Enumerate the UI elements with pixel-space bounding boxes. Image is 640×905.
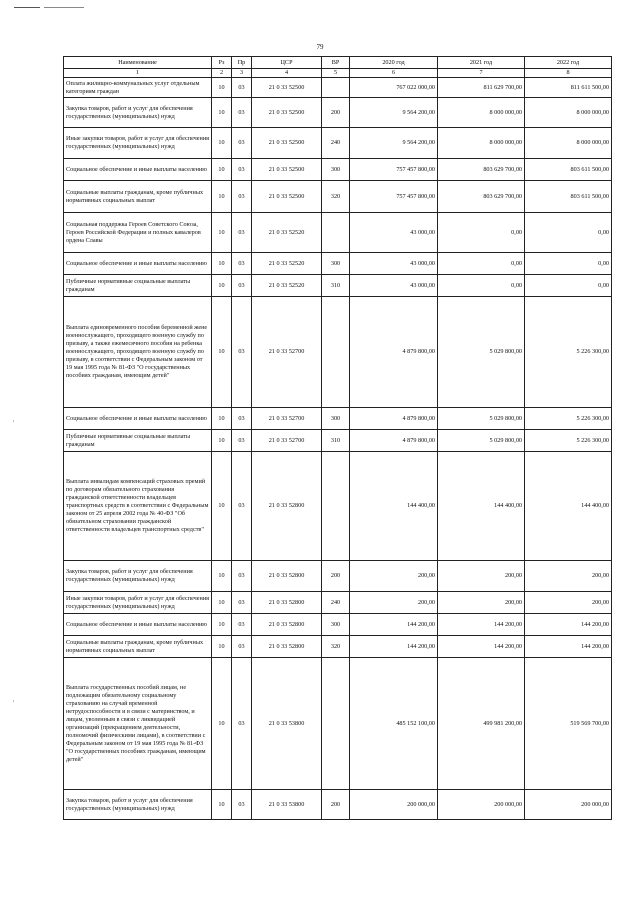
row-rz: 10 — [212, 98, 232, 128]
row-name: Социальное обеспечение и иные выплаты населению — [64, 614, 212, 636]
scan-mark — [44, 7, 84, 8]
row-csr: 21 0 33 53800 — [252, 658, 322, 790]
table-row — [64, 78, 612, 98]
row-amount-2022: 8 000 000,00 — [525, 98, 612, 128]
row-amount-2020: 144 200,00 — [350, 614, 438, 636]
col-header-name: Наименование — [64, 57, 212, 69]
table-row — [64, 297, 612, 408]
row-amount-2022: 144 400,00 — [525, 452, 612, 561]
row-vr — [322, 78, 350, 98]
row-csr: 21 0 33 52520 — [252, 275, 322, 297]
row-name: Иные закупки товаров, работ и услуг для обеспечения государственных (муниципальных) нужд — [64, 592, 212, 614]
row-name: Выплата единовременного пособия беременной жене военнослужащего, проходящего военную службу по призыву, а также ежемесячного пособия на ребенка военнослужащего, проходящего военную службу по призыву, в соответствии с Федеральным законом от 19 мая 1995 года № 81-ФЗ "О государственных пособиях гражданам, имеющим детей" — [64, 297, 212, 408]
budget-table — [63, 56, 612, 820]
row-amount-2021: 811 629 700,00 — [438, 78, 525, 98]
row-amount-2020: 485 152 100,00 — [350, 658, 438, 790]
row-csr: 21 0 33 52500 — [252, 78, 322, 98]
table-row — [64, 614, 612, 636]
row-amount-2020: 4 879 800,00 — [350, 297, 438, 408]
row-amount-2020: 200 000,00 — [350, 790, 438, 820]
row-vr: 200 — [322, 98, 350, 128]
row-rz: 10 — [212, 275, 232, 297]
row-name: Социальное обеспечение и иные выплаты населению — [64, 159, 212, 181]
row-pr: 03 — [232, 98, 252, 128]
row-vr: 300 — [322, 159, 350, 181]
row-amount-2021: 0,00 — [438, 275, 525, 297]
row-csr: 21 0 33 52500 — [252, 159, 322, 181]
row-pr: 03 — [232, 275, 252, 297]
row-name: Социальное обеспечение и иные выплаты населению — [64, 408, 212, 430]
row-vr: 310 — [322, 430, 350, 452]
row-amount-2022: 5 226 300,00 — [525, 297, 612, 408]
row-vr — [322, 297, 350, 408]
row-csr: 21 0 33 52500 — [252, 98, 322, 128]
row-amount-2021: 5 029 800,00 — [438, 297, 525, 408]
row-pr: 03 — [232, 592, 252, 614]
row-csr: 21 0 33 52700 — [252, 297, 322, 408]
row-amount-2022: 200,00 — [525, 592, 612, 614]
row-amount-2020: 4 879 800,00 — [350, 408, 438, 430]
row-vr: 300 — [322, 253, 350, 275]
table-row — [64, 561, 612, 592]
row-pr: 03 — [232, 297, 252, 408]
row-vr: 240 — [322, 592, 350, 614]
row-csr: 21 0 33 52520 — [252, 253, 322, 275]
table-row — [64, 275, 612, 297]
row-pr: 03 — [232, 614, 252, 636]
row-amount-2022: 0,00 — [525, 253, 612, 275]
column-index: 7 — [438, 69, 525, 78]
row-name: Социальные выплаты гражданам, кроме публичных нормативных социальных выплат — [64, 181, 212, 213]
row-pr: 03 — [232, 181, 252, 213]
row-amount-2022: 8 000 000,00 — [525, 128, 612, 159]
row-rz: 10 — [212, 159, 232, 181]
row-rz: 10 — [212, 452, 232, 561]
row-amount-2021: 8 000 000,00 — [438, 98, 525, 128]
table-row — [64, 159, 612, 181]
row-csr: 21 0 33 52800 — [252, 614, 322, 636]
row-amount-2020: 43 000,00 — [350, 275, 438, 297]
row-rz: 10 — [212, 614, 232, 636]
col-header-2021: 2021 год — [438, 57, 525, 69]
column-index: 2 — [212, 69, 232, 78]
row-amount-2022: 811 611 500,00 — [525, 78, 612, 98]
row-amount-2020: 757 457 800,00 — [350, 181, 438, 213]
table-row — [64, 790, 612, 820]
row-vr: 320 — [322, 636, 350, 658]
row-amount-2020: 9 564 200,00 — [350, 98, 438, 128]
row-csr: 21 0 33 52700 — [252, 408, 322, 430]
row-amount-2021: 803 629 700,00 — [438, 159, 525, 181]
row-csr: 21 0 33 52520 — [252, 213, 322, 253]
row-amount-2022: 0,00 — [525, 213, 612, 253]
column-index: 6 — [350, 69, 438, 78]
row-amount-2021: 200 000,00 — [438, 790, 525, 820]
scan-mark — [13, 420, 14, 422]
row-amount-2020: 9 564 200,00 — [350, 128, 438, 159]
row-pr: 03 — [232, 213, 252, 253]
column-index: 8 — [525, 69, 612, 78]
row-pr: 03 — [232, 636, 252, 658]
row-amount-2021: 200,00 — [438, 592, 525, 614]
row-amount-2022: 200,00 — [525, 561, 612, 592]
row-vr — [322, 658, 350, 790]
scan-mark — [13, 700, 14, 702]
row-rz: 10 — [212, 658, 232, 790]
row-amount-2022: 200 000,00 — [525, 790, 612, 820]
row-pr: 03 — [232, 658, 252, 790]
row-amount-2021: 0,00 — [438, 213, 525, 253]
row-csr: 21 0 33 52500 — [252, 181, 322, 213]
row-amount-2020: 43 000,00 — [350, 253, 438, 275]
row-pr: 03 — [232, 159, 252, 181]
row-rz: 10 — [212, 297, 232, 408]
row-name: Закупка товаров, работ и услуг для обеспечения государственных (муниципальных) нужд — [64, 98, 212, 128]
row-amount-2021: 8 000 000,00 — [438, 128, 525, 159]
row-amount-2022: 519 569 700,00 — [525, 658, 612, 790]
row-vr: 320 — [322, 181, 350, 213]
table-row — [64, 658, 612, 790]
table-row — [64, 592, 612, 614]
row-csr: 21 0 33 52500 — [252, 128, 322, 159]
row-amount-2022: 803 611 500,00 — [525, 159, 612, 181]
row-name: Социальное обеспечение и иные выплаты населению — [64, 253, 212, 275]
col-header-2020: 2020 год — [350, 57, 438, 69]
row-rz: 10 — [212, 181, 232, 213]
row-pr: 03 — [232, 78, 252, 98]
row-amount-2021: 144 400,00 — [438, 452, 525, 561]
row-pr: 03 — [232, 253, 252, 275]
row-amount-2022: 803 611 500,00 — [525, 181, 612, 213]
row-rz: 10 — [212, 561, 232, 592]
row-vr: 300 — [322, 408, 350, 430]
row-name: Закупка товаров, работ и услуг для обеспечения государственных (муниципальных) нужд — [64, 561, 212, 592]
row-amount-2022: 144 200,00 — [525, 636, 612, 658]
table-row — [64, 408, 612, 430]
row-vr: 240 — [322, 128, 350, 159]
row-name: Социальная поддержка Героев Советского Союза, Героев Российской Федерации и полных кавалеров ордена Славы — [64, 213, 212, 253]
row-rz: 10 — [212, 430, 232, 452]
row-amount-2020: 144 200,00 — [350, 636, 438, 658]
table-row — [64, 452, 612, 561]
column-index: 4 — [252, 69, 322, 78]
row-name: Выплата государственных пособий лицам, не подлежащим обязательному социальному страхованию на случай временной нетрудоспособности и в связи с материнством, и лицам, уволенным в связи с ликвидацией организаций (прекращением деятельности, полномочий физическими лицами), в соответствии с Федеральным законом от 19 мая 1995 года № 81-ФЗ "О государственных пособиях гражданам, имеющим детей" — [64, 658, 212, 790]
row-amount-2021: 803 629 700,00 — [438, 181, 525, 213]
row-rz: 10 — [212, 790, 232, 820]
row-rz: 10 — [212, 213, 232, 253]
row-csr: 21 0 33 52800 — [252, 452, 322, 561]
row-amount-2022: 0,00 — [525, 275, 612, 297]
row-amount-2020: 200,00 — [350, 592, 438, 614]
row-vr: 310 — [322, 275, 350, 297]
table-row — [64, 636, 612, 658]
row-amount-2020: 757 457 800,00 — [350, 159, 438, 181]
scan-mark — [14, 7, 40, 8]
row-rz: 10 — [212, 592, 232, 614]
row-name: Выплата инвалидам компенсаций страховых премий по договорам обязательного страхования гражданской ответственности владельцев транспортных средств в соответствии с Федеральным законом от 25 апреля 2002 года № 40-ФЗ "Об обязательном страховании гражданской ответственности владельцев транспортных средств" — [64, 452, 212, 561]
row-name: Закупка товаров, работ и услуг для обеспечения государственных (муниципальных) нужд — [64, 790, 212, 820]
row-amount-2022: 5 226 300,00 — [525, 430, 612, 452]
table-row — [64, 253, 612, 275]
row-name: Публичные нормативные социальные выплаты гражданам — [64, 430, 212, 452]
row-name: Социальные выплаты гражданам, кроме публичных нормативных социальных выплат — [64, 636, 212, 658]
row-pr: 03 — [232, 790, 252, 820]
row-csr: 21 0 33 52800 — [252, 636, 322, 658]
row-amount-2021: 0,00 — [438, 253, 525, 275]
table-row — [64, 181, 612, 213]
row-amount-2020: 43 000,00 — [350, 213, 438, 253]
row-pr: 03 — [232, 561, 252, 592]
header-row — [64, 57, 612, 69]
row-rz: 10 — [212, 78, 232, 98]
row-name: Оплата жилищно-коммунальных услуг отдельным категориям граждан — [64, 78, 212, 98]
row-pr: 03 — [232, 430, 252, 452]
row-vr — [322, 452, 350, 561]
row-amount-2020: 200,00 — [350, 561, 438, 592]
row-amount-2021: 5 029 800,00 — [438, 430, 525, 452]
row-pr: 03 — [232, 408, 252, 430]
row-amount-2021: 200,00 — [438, 561, 525, 592]
row-rz: 10 — [212, 128, 232, 159]
table-row — [64, 430, 612, 452]
column-index-row — [64, 69, 612, 78]
col-header-vr: ВР — [322, 57, 350, 69]
table-body — [64, 78, 612, 820]
row-amount-2020: 144 400,00 — [350, 452, 438, 561]
col-header-rz: Рз — [212, 57, 232, 69]
row-amount-2021: 499 981 200,00 — [438, 658, 525, 790]
col-header-pr: Пр — [232, 57, 252, 69]
row-amount-2022: 5 226 300,00 — [525, 408, 612, 430]
row-vr: 200 — [322, 561, 350, 592]
row-amount-2021: 144 200,00 — [438, 614, 525, 636]
row-csr: 21 0 33 52800 — [252, 561, 322, 592]
row-name: Иные закупки товаров, работ и услуг для обеспечения государственных (муниципальных) нужд — [64, 128, 212, 159]
row-amount-2021: 5 029 800,00 — [438, 408, 525, 430]
row-csr: 21 0 33 52700 — [252, 430, 322, 452]
table-row — [64, 213, 612, 253]
row-vr: 200 — [322, 790, 350, 820]
row-rz: 10 — [212, 636, 232, 658]
row-csr: 21 0 33 52800 — [252, 592, 322, 614]
row-name: Публичные нормативные социальные выплаты гражданам — [64, 275, 212, 297]
row-pr: 03 — [232, 128, 252, 159]
col-header-2022: 2022 год — [525, 57, 612, 69]
row-pr: 03 — [232, 452, 252, 561]
col-header-csr: ЦСР — [252, 57, 322, 69]
column-index: 3 — [232, 69, 252, 78]
row-rz: 10 — [212, 253, 232, 275]
page-number: 79 — [316, 43, 324, 51]
column-index: 1 — [64, 69, 212, 78]
row-amount-2020: 767 022 000,00 — [350, 78, 438, 98]
row-vr — [322, 213, 350, 253]
row-rz: 10 — [212, 408, 232, 430]
table-row — [64, 98, 612, 128]
column-index: 5 — [322, 69, 350, 78]
row-vr: 300 — [322, 614, 350, 636]
row-amount-2022: 144 200,00 — [525, 614, 612, 636]
row-csr: 21 0 33 53800 — [252, 790, 322, 820]
row-amount-2021: 144 200,00 — [438, 636, 525, 658]
table-row — [64, 128, 612, 159]
row-amount-2020: 4 879 800,00 — [350, 430, 438, 452]
